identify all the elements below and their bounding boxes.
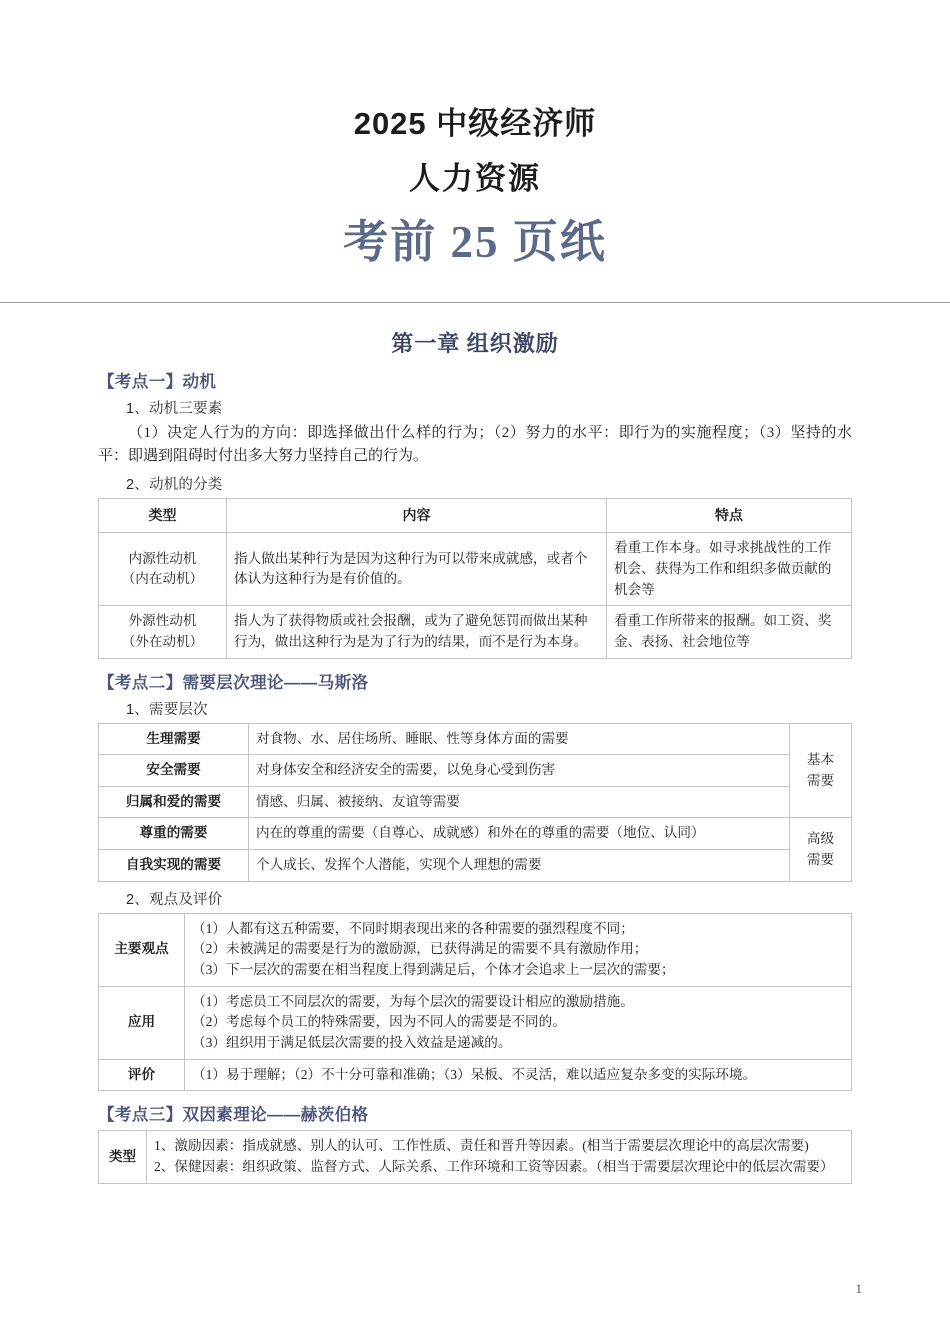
need-name-belonging: 归属和爱的需要 <box>99 786 249 818</box>
cell-feature-intrinsic: 看重工作本身。如寻求挑战性的工作机会、获得为工作和组织多做贡献的机会等 <box>607 533 852 606</box>
column-header-feature: 特点 <box>607 498 852 532</box>
group-high-line2: 需要 <box>806 851 835 867</box>
view-line-1: （1）人都有这五种需要，不同时期表现出来的各种需要的强烈程度不同； <box>192 920 634 936</box>
row-label-application: 应用 <box>99 986 185 1059</box>
cell-application <box>185 986 852 1059</box>
section-heading-kaodian-3: 【考点三】双因素理论——赫茨伯格 <box>98 1106 369 1125</box>
subsection-label-1-2: 2、动机的分类 <box>126 476 223 493</box>
table-needs-hierarchy <box>98 723 852 882</box>
table-row <box>99 606 852 658</box>
type-name-line1: 内源性动机 <box>128 550 197 566</box>
table-header-row <box>99 498 852 532</box>
table-row <box>99 755 852 787</box>
subsection-label-2-1: 1、需要层次 <box>126 701 208 718</box>
chapter-title: 第一章 组织激励 <box>391 330 559 356</box>
column-header-type: 类型 <box>99 498 227 532</box>
factor-line-hygiene: 2、保健因素：组织政策、监督方式、人际关系、工作环境和工资等因素。（相当于需要层次理论中的低层次需要） <box>154 1159 834 1175</box>
cell-type-intrinsic <box>99 533 227 606</box>
cell-evaluation: （1）易于理解；（2）不十分可靠和准确；（3）呆板、不灵活，难以适应复杂多变的实际环境。 <box>185 1059 852 1091</box>
table-row <box>99 986 852 1059</box>
factor-line-motivators: 1、激励因素：指成就感、别人的认可、工作性质、责任和晋升等因素。(相当于需要层次理论中的高层次需要) <box>154 1138 809 1154</box>
need-group-basic <box>790 723 852 818</box>
need-desc-physiological: 对食物、水、居住场所、睡眠、性等身体方面的需要 <box>249 723 790 755</box>
application-line-1: （1）考虑员工不同层次的需要，为每个层次的需要设计相应的激励措施。 <box>192 993 634 1009</box>
section-heading-kaodian-2: 【考点二】需要层次理论——马斯洛 <box>98 673 369 692</box>
cell-content-intrinsic: 指人做出某种行为是因为这种行为可以带来成就感，或者个体认为这种行为是有价值的。 <box>227 533 607 606</box>
application-line-3: （3）组织用于满足低层次需要的投入效益是递减的。 <box>192 1035 512 1051</box>
document-content <box>0 327 950 1184</box>
need-desc-safety: 对身体安全和经济安全的需要，以免身心受到伤害 <box>249 755 790 787</box>
row-label-main-views: 主要观点 <box>99 913 185 986</box>
header-divider <box>0 302 950 303</box>
need-desc-self-actualization: 个人成长、发挥个人潜能，实现个人理想的需要 <box>249 850 790 882</box>
column-header-content: 内容 <box>227 498 607 532</box>
need-name-physiological: 生理需要 <box>99 723 249 755</box>
table-row <box>99 1059 852 1091</box>
cell-feature-extrinsic: 看重工作所带来的报酬。如工资、奖金、表扬、社会地位等 <box>607 606 852 658</box>
need-name-esteem: 尊重的需要 <box>99 818 249 850</box>
group-basic-line1: 基本 <box>806 751 835 767</box>
row-label-type: 类型 <box>99 1131 147 1183</box>
need-name-self-actualization: 自我实现的需要 <box>99 850 249 882</box>
type-name-line2: （外在动机） <box>121 633 204 649</box>
table-row <box>99 913 852 986</box>
paragraph-motivation-elements: （1）决定人行为的方向：即选择做出什么样的行为；（2）努力的水平：即行为的实施程度；（3）坚持的水平：即遇到阻碍时付出多大努力坚持自己的行为。 <box>98 424 852 465</box>
need-group-high <box>790 818 852 881</box>
page-number: 1 <box>855 1281 862 1296</box>
table-row <box>99 533 852 606</box>
subsection-label-2-2: 2、观点及评价 <box>126 891 223 908</box>
cell-two-factor-content <box>147 1131 852 1183</box>
group-basic-line2: 需要 <box>806 772 835 788</box>
need-desc-belonging: 情感、归属、被接纳、友谊等需要 <box>249 786 790 818</box>
subsection-label-1-1: 1、动机三要素 <box>126 400 223 417</box>
type-name-line2: （内在动机） <box>121 571 204 587</box>
type-name-line1: 外源性动机 <box>128 613 197 629</box>
section-heading-kaodian-1: 【考点一】动机 <box>98 372 217 391</box>
view-line-2: （2）未被满足的需要是行为的激励源，已获得满足的需要不具有激励作用； <box>192 941 648 957</box>
cell-content-extrinsic: 指人为了获得物质或社会报酬，或为了避免惩罚而做出某种行为，做出这种行为是为了行为的结果，而不是行为本身。 <box>227 606 607 658</box>
application-line-2: （2）考虑每个员工的特殊需要，因为不同人的需要是不同的。 <box>192 1014 566 1030</box>
table-views-and-evaluation <box>98 913 852 1092</box>
cover-subject-title: 人力资源 <box>409 160 541 196</box>
table-row <box>99 1131 852 1183</box>
table-motivation-types <box>98 498 852 659</box>
view-line-3: （3）下一层次的需要在相当程度上得到满足后，个体才会追求上一层次的需要； <box>192 962 675 978</box>
table-row <box>99 850 852 882</box>
row-label-evaluation: 评价 <box>99 1059 185 1091</box>
table-row <box>99 818 852 850</box>
need-name-safety: 安全需要 <box>99 755 249 787</box>
table-two-factor-theory <box>98 1130 852 1183</box>
cell-main-views <box>185 913 852 986</box>
need-desc-esteem: 内在的尊重的需要（自尊心、成就感）和外在的尊重的需要（地位、认同） <box>249 818 790 850</box>
table-row <box>99 786 852 818</box>
cover-title-block <box>0 0 950 273</box>
cover-exam-title: 2025 中级经济师 <box>353 106 597 141</box>
cover-main-title: 考前 25 页纸 <box>343 216 607 267</box>
group-high-line1: 高级 <box>806 830 835 846</box>
cell-type-extrinsic <box>99 606 227 658</box>
table-row <box>99 723 852 755</box>
